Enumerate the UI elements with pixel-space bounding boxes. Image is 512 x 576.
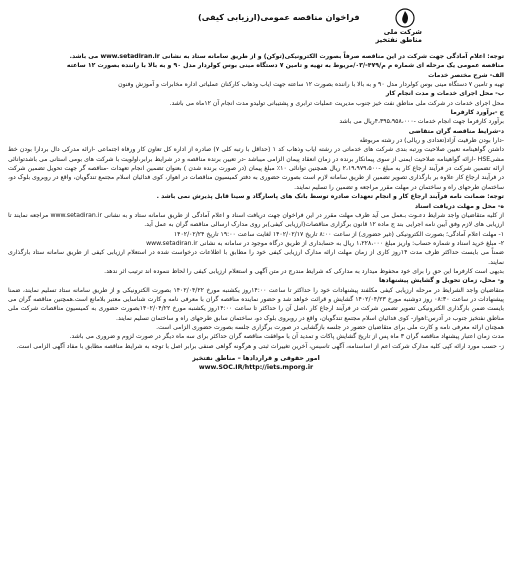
section-heading: توجه: اعلام آمادگی جهت شرکت در این مناقصه صرفاً بصورت الکترونیکی(توکن) و از طریق سامانه ستاد به نشانی www.setadiran.ir می باشد. [69, 53, 504, 60]
section-heading: مناقصه عمومی یک مرحله ای شماره م م/۴۷۹-/۰۳/مربوط به تهیه و تامین ۷ دستگاه مینی بوس کولردار مدل ۹۰ و به بالا با راننده بصورت ۱۲ ساعته [66, 62, 504, 70]
company-logo [375, 8, 422, 44]
notice-paragraph: بدیهی است کارفرما این حق را برای خود محفوظ میدارد به مدارکی که شرایط مندرج در متن آگهی و استعلام ارزیابی کیفی را لحاظ ننموده اند ترتیب اثر ندهد. [104, 267, 504, 275]
notice-paragraph: محل اجرای خدمات در شرکت ملی مناطق نفت خیز جنوب مدیریت عملیات ترابری و پشتیبانی تولیدو مدت انجام آن ۱۲ماه می باشد. [169, 99, 504, 107]
flame-logo-icon [395, 8, 415, 28]
notice-paragraph: همچنان ارائه معرفی نامه و کارت ملی برای متقاضیان حضور در جلسه بازگشایی در صورت برگزاری جلسه بصورت حضوری الزامی است. [156, 323, 504, 331]
notice-paragraph: ز- حسب مورد ارائه کپی کلیه مدارک شرکت اعم از اساسنامه، آگهی تاسیس، آخرین تغییرات ثبتی و هرگونه گواهی صنفی برابر اصل با توجه به شرایط مناقصه مطابق با مفاد آگهی الزامی است. [16, 342, 504, 350]
notice-paragraph: ۲- مبلغ خرید اسناد و شماره حساب: واریز مبلغ ۱،۲۲۸،۰۰۰ ریال به حسابداری از طریق درگاه موجود در سامانه به نشانی www.setadiran.ir [146, 239, 504, 247]
notice-paragraph: مدت زمان اعتبار پیشنهاد مناقصه گران ۳ ماه پس از تاریخ گشایش پاکات و تمدید آن با موافقت مناقصه گران حداکثر برای سه ماه دیگر در صورت لزوم و ضروری می باشد. [69, 333, 504, 341]
notice-paragraph: متقاضیان واجد الشرایط در مرحله ارزیابی کیفی مکلفند پیشنهادات خود را حداکثر تا ساعت ۱۴:۰۰روز یکشنبه مورخ ۱۴۰۲/۰۴/۲۲ بصورت الکترونیکی و از طریق سامانه ستاد تسلیم نمایند، ضمنا پیشنهادات در ساعت ۰۸:۳۰ روز دوشنبه مورخ ۱۴۰۲/۰۴/۲۳ گشایش و قرائت خواهد شد و حضور نماینده مناقصه گران با معرفی نامه و کارت شناسایی معتبر بلامانع است.همچنین مناقصه گران می بایست ضمن بارگذاری الکترونیکی تصویر تضمین شرکت در فرآیند ارجاع کار ،اصل آن را حداکثر تا ساعت ۱۴:۰۰روز یکشنبه مورخ ۱۴۰۲/۰۴/۲۲بصورت حضوری به کمیسیون مناقصات شرکت ملی مناطق نفتخیز جنوب در آدرس:اهواز- کوی فدائیان اسلام مجتمع تندگویان، واقع در روبروی بلوک دو، ساختمان سابق طرحهای راه و ساختمان تسلیم نمایند. [8, 286, 504, 322]
section-heading: و- محل، زمان تحویل و گشایش پیشنهادها [378, 277, 504, 285]
section-heading: توجه: ضمانت نامه فرآیند ارجاع کار و انجام تعهدات صادره توسط بانک های پاسارگاد و سینا قابل پذیرش نمی باشد . [156, 193, 504, 201]
section-heading: الف- شرح مختصر خدمات [428, 71, 504, 79]
notice-title: فراخوان مناقصه عمومی(ارزیابی کیفی) [198, 12, 360, 22]
footer-website: www.SOC.IR/http://iets.mporg.ir [198, 364, 314, 371]
notice-body [8, 52, 504, 351]
org-name-line1: شرکت ملی [383, 28, 422, 36]
notice-paragraph: -دارا بودن ظرفیت آزاد(تعدادی و ریالی) در رشته مربوطه [359, 137, 504, 145]
footer-department: امور حقوقی و قراردادها – مناطق نفتخیز [192, 355, 320, 362]
notice-footer [8, 354, 504, 372]
notice-paragraph: از کلیه متقاضیان واجد شرایط دعـوت بـعمل می آید ظرف مهلت مقرر در این فراخوان جهت دریافت اسناد و اعلام آمادگی از طریق سامانه ستاد و به نشانی www.setadiran.ir مراجعه نمایند تا ارزیابی های لازم وفق آیین نامه اجرایی بند ج ماده ۱۲ قانون برگزاری مناقصات(ارزیابی کیفی)بر روی مدارک ارسالی مناقصه گران به عمل آید. [8, 211, 504, 229]
org-name-line2: مناطق نفتخیز [375, 36, 422, 44]
notice-paragraph: برآورد کارفرما جهت انجام خدمات -۴،۳۹۵،۹۵۸،۰۰۰ریال می باشد [339, 118, 504, 126]
section-heading: ج -برآورد کارفرما [450, 109, 504, 117]
notice-paragraph: تهیه و تامین ۷ دستگاه مینی بوس کولردار مدل ۹۰ و به بالا با راننده بصورت ۱۲ ساعته جهت ایاب وذهاب کارکنان عملیاتی اداره مخابرات و آموزش وفنون [118, 81, 504, 89]
section-heading: د-شرایط مناقصه گران متقاضی [408, 127, 504, 135]
section-heading: ب- محل اجرای خدمات و مدت انجام کار [385, 90, 504, 98]
section-heading: ه- محل و مهلت دریافت اسناد [414, 202, 504, 210]
notice-header [8, 4, 504, 52]
notice-paragraph: داشتن گواهینامه تعیین صلاحیت ورتبه بندی شرکت های خدماتی در رشته ایاب وذهاب کد ۱ (حداقل با رتبه کلی ۷) صادره از اداره کل تعاون کار ورفاه اجتماعی -ارائه مدرکی دال بردارا بودن خط مشیHSE -ارائه گواهینامه صلاحیت ایمنی از سوی پیمانکار برنده در زمان انعقاد پیمان الزامی میباشد -در تعیین برنده مناقصه و در شرایط برابر،اولویت با شرکت های بومی استانی می باشدتوانائی ارائه تضمین شرکت در فرآیند ارجاع کار به مبلغ -۲،۱۹،۹۷۹،۵۰۰ ریال همچنین توانائی ۱۰٪ مبلغ پیمان (در صورت برنده شدن ) بعنوان تضمین انجام تعهدات -مناقصه گر جهت تحویل تضمین شرکت در فرآیند ارجاع کار علاوه بر بارگذاری تصویر تضمین از طریق سامانه لازم است بصورت حضوری به دفتر کمیسیون مناقصات در اهواز، کوی فدائیان اسلام مجتمع تندگویان، واقع در روبروی بلوک دو، ساختمان طرحهای راه و ساختمان در مهلت مقرر مراجعه و تضمین را تسلیم نمایند. [8, 146, 504, 191]
notice-paragraph: ۱- مهلت اعلام آمادگی؛ بصورت الکترونیکی (غیر حضوری) از ساعت ۸:۰۰ تاریخ ۱۴۰۲/۰۲/۱۷ لغایت ساعت ۱۹:۰۰ تاریخ ۱۴۰۲/۰۲/۲۴ [173, 230, 504, 238]
notice-paragraph: ضمناً می بایست حداکثر ظرف مدت ۱۴روز کاری از زمان مهلت ارائه مدارک ارزیابی کیفی خود را مطابق با اطلاعات درخواست شده در استعلام ارزیابی کیفی از طریق سامانه ستاد بارگذاری نمایند. [8, 249, 504, 266]
